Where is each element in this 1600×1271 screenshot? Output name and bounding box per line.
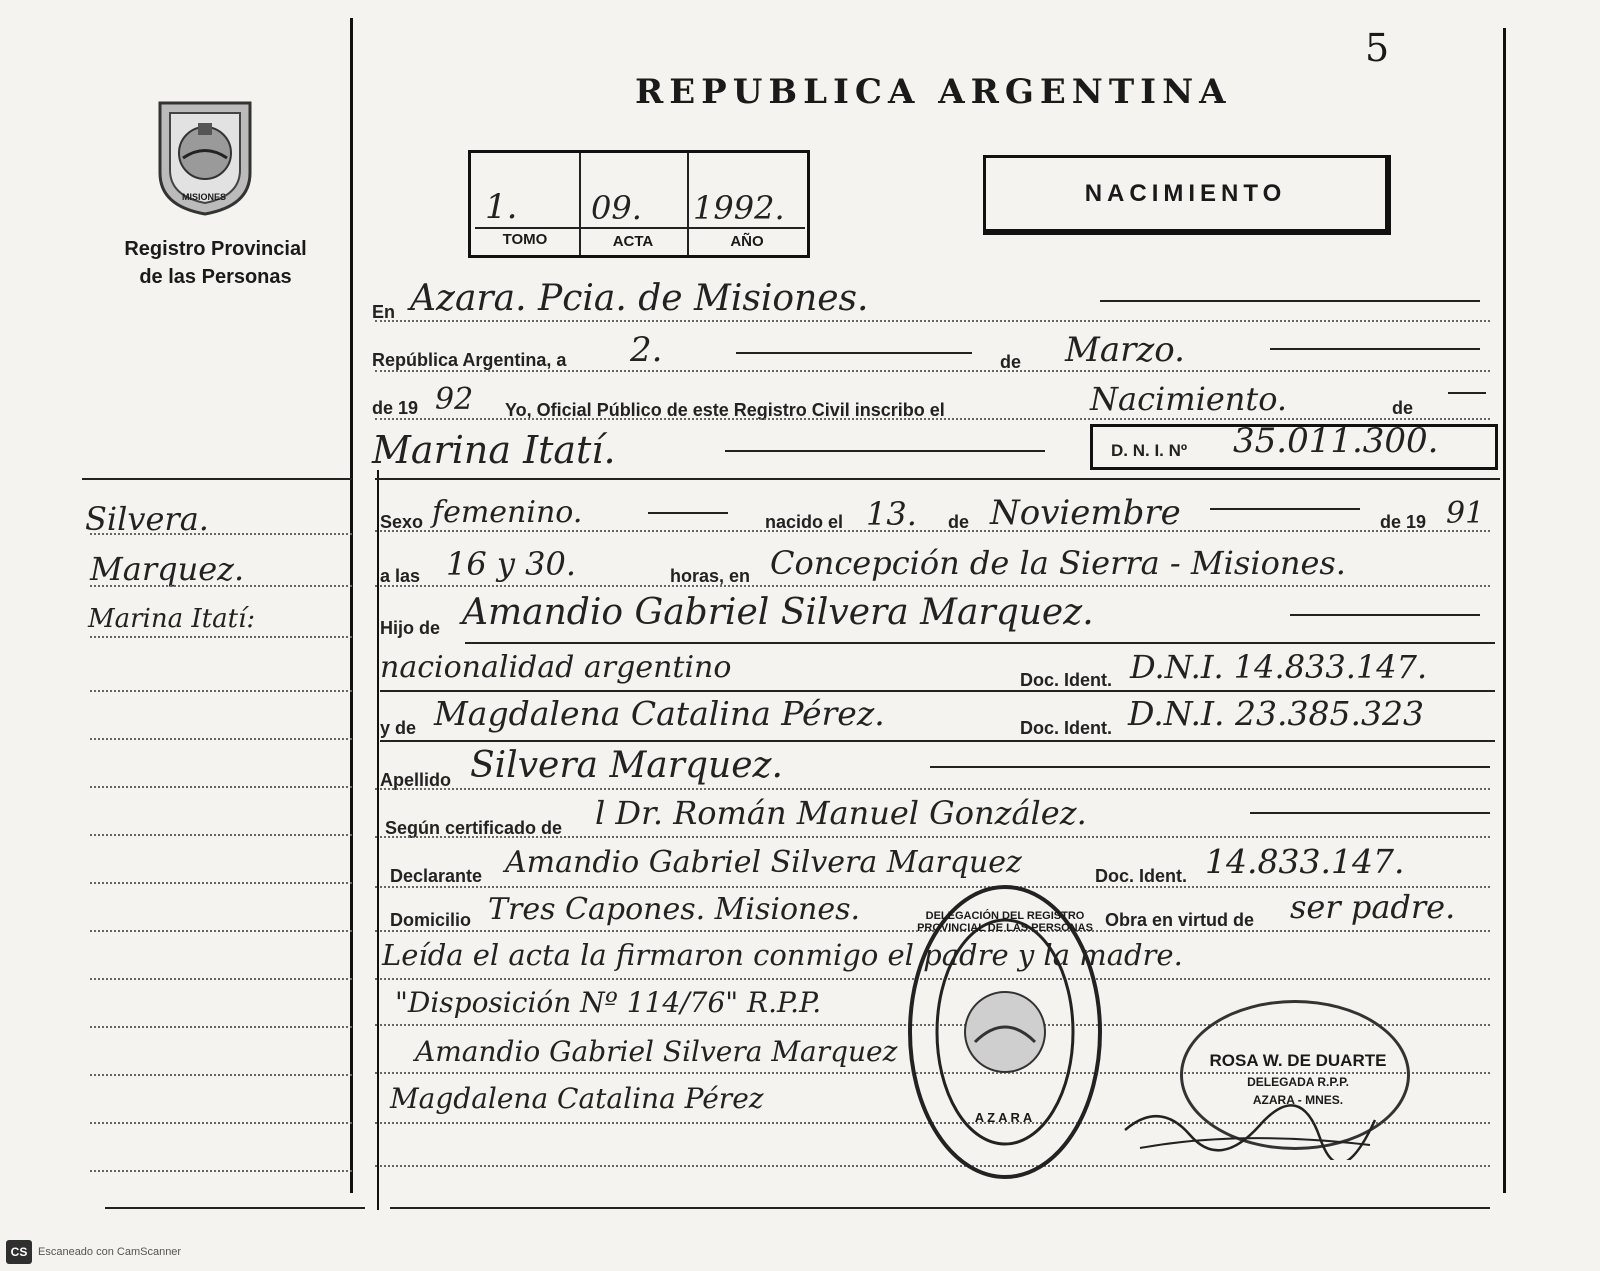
margin-dotline <box>90 690 352 692</box>
line-rule <box>1100 300 1480 302</box>
registry-name-line1: Registro Provincial <box>124 238 307 260</box>
closing-statement: Leída el acta la firmaron conmigo el padre y la madre. <box>382 938 1183 972</box>
margin-dotline <box>90 585 352 587</box>
day-value: 2. <box>630 330 663 370</box>
month-value: Marzo. <box>1065 330 1185 370</box>
sexo-label: Sexo <box>380 512 424 532</box>
line-rule-solid <box>380 690 1495 692</box>
certificado-value: l Dr. Román Manuel González. <box>595 794 1087 832</box>
margin-dotline <box>90 738 352 740</box>
de-label-2: de <box>1392 398 1414 418</box>
year-suffix: 92 <box>435 382 474 417</box>
left-column-border <box>350 18 353 1193</box>
margin-name-line2: Marquez. <box>90 550 245 588</box>
tomo-value: 1. <box>485 187 518 227</box>
registrar-statement: Yo, Oficial Público de este Registro Civil inscribo el <box>505 400 945 420</box>
line-rule <box>648 512 728 514</box>
en-label: En <box>372 302 396 322</box>
scanner-text: Escaneado con CamScanner <box>38 1246 182 1258</box>
official-stamp <box>905 882 1105 1182</box>
year-prefix: de 19 <box>372 398 419 418</box>
line-rule <box>1250 812 1490 814</box>
birth-time-value: 16 y 30. <box>446 545 577 583</box>
margin-dotline <box>90 1074 352 1076</box>
de-label: de <box>1000 352 1022 372</box>
line-rule <box>375 836 1490 838</box>
margin-dotline <box>90 1122 352 1124</box>
margin-dotline <box>90 533 352 535</box>
line-rule <box>1270 348 1480 350</box>
horas-label: horas, en <box>670 566 751 586</box>
place-value: Azara. Pcia. de Misiones. <box>410 278 869 319</box>
line-rule <box>375 320 1490 322</box>
disposition-note: "Disposición Nº 114/76" R.P.P. <box>395 986 822 1019</box>
right-border <box>1503 28 1506 1193</box>
doc-ident-label-2: Doc. Ident. <box>1020 718 1113 738</box>
birth-month-value: Noviembre <box>990 493 1181 533</box>
stamp-ring-text: DELEGACIÓN DEL REGISTRO PROVINCIAL DE LAS PERSONAS <box>917 910 1093 934</box>
hijo-label: Hijo de <box>380 618 441 638</box>
official-signature-icon <box>1120 1090 1380 1160</box>
line-rule <box>725 450 1045 452</box>
line-rule <box>1210 508 1360 510</box>
margin-dotline <box>90 834 352 836</box>
document-title: REPUBLICA ARGENTINA <box>635 72 1232 112</box>
apellido-value: Silvera Marquez. <box>470 745 783 786</box>
domicilio-label: Domicilio <box>390 910 472 930</box>
registry-name-line2: de las Personas <box>139 266 292 288</box>
dni-label: D. N. I. Nº <box>1111 441 1188 460</box>
nationality-value: nacionalidad argentino <box>380 650 732 685</box>
bottom-rule <box>390 1207 1490 1209</box>
margin-dotline <box>90 1170 352 1172</box>
birth-de-label: de <box>948 512 970 532</box>
line-rule <box>736 352 972 354</box>
line-rule <box>1448 392 1486 394</box>
nacido-label: nacido el <box>765 512 844 532</box>
line-rule <box>1290 614 1480 616</box>
section-rule <box>375 478 1500 480</box>
line-rule <box>375 370 1490 372</box>
line-rule <box>375 418 1490 420</box>
ano-value: 1992. <box>693 189 785 227</box>
line-rule <box>375 585 1490 587</box>
record-box <box>468 150 810 258</box>
margin-dotline <box>90 1026 352 1028</box>
delegate-name: ROSA W. DE DUARTE <box>1209 1051 1387 1070</box>
father-name-value: Amandio Gabriel Silvera Marquez. <box>462 592 1094 633</box>
doc-type-box <box>983 155 1391 235</box>
line-rule-solid <box>465 642 1495 644</box>
delegate-title: DELEGADA R.P.P. <box>1247 1075 1349 1089</box>
child-name-value: Marina Itatí. <box>372 428 616 472</box>
acta-label: ACTA <box>612 233 654 250</box>
birth-year-prefix: de 19 <box>1380 512 1427 532</box>
sexo-value: femenino. <box>432 495 583 530</box>
margin-name-line3: Marina Itatí: <box>88 604 256 634</box>
mother-doc-value: D.N.I. 23.385.323 <box>1128 694 1424 733</box>
margin-dotline <box>90 786 352 788</box>
form-left-border <box>377 470 379 1210</box>
birth-place-value: Concepción de la Sierra - Misiones. <box>770 544 1346 582</box>
line-rule <box>375 788 1490 790</box>
act-type-value: Nacimiento. <box>1090 380 1288 418</box>
doc-type-label: NACIMIENTO <box>1084 180 1287 207</box>
mother-name-value: Magdalena Catalina Pérez. <box>434 694 885 733</box>
mother-signature: Magdalena Catalina Pérez <box>390 1082 764 1115</box>
line-rule <box>930 766 1490 768</box>
certificado-label: Según certificado de <box>385 818 563 838</box>
delegate-location: AZARA - MNES. <box>1252 1093 1344 1107</box>
seal-caption: MISIONES <box>182 192 227 202</box>
declarante-label: Declarante <box>390 866 483 886</box>
scanner-badge: CS <box>6 1240 32 1264</box>
margin-name-line1: Silvera. <box>85 500 209 538</box>
birth-year-suffix: 91 <box>1446 496 1485 531</box>
line-rule <box>375 530 1490 532</box>
margin-dotline <box>90 636 352 638</box>
domicilio-value: Tres Capones. Misiones. <box>488 892 861 927</box>
obra-label: Obra en virtud de <box>1105 910 1255 930</box>
y-de-label: y de <box>380 718 417 738</box>
ano-label: AÑO <box>730 233 764 250</box>
margin-dotline <box>90 978 352 980</box>
declarante-value: Amandio Gabriel Silvera Marquez <box>505 845 1022 880</box>
margin-dotline <box>90 882 352 884</box>
a-las-label: a las <box>380 566 421 586</box>
birth-day-value: 13. <box>866 495 917 533</box>
tomo-label: TOMO <box>502 231 548 248</box>
dni-value: 35.011.300. <box>1233 421 1439 461</box>
margin-bottom-rule <box>105 1207 365 1209</box>
doc-ident-label-3: Doc. Ident. <box>1095 866 1188 886</box>
republica-label: República Argentina, a <box>372 350 567 370</box>
apellido-label: Apellido <box>380 770 451 790</box>
margin-dotline <box>90 930 352 932</box>
line-rule-solid <box>380 740 1495 742</box>
obra-value: ser padre. <box>1290 888 1456 926</box>
father-doc-value: D.N.I. 14.833.147. <box>1130 648 1428 686</box>
stamp-bottom-text: AZARA <box>974 1110 1036 1125</box>
acta-value: 09. <box>591 189 642 227</box>
doc-ident-label: Doc. Ident. <box>1020 670 1113 690</box>
father-signature: Amandio Gabriel Silvera Marquez <box>415 1035 898 1068</box>
page-number: 5 <box>1365 26 1390 70</box>
declarante-doc-value: 14.833.147. <box>1205 842 1405 881</box>
dni-box <box>1090 421 1498 470</box>
margin-top-rule <box>82 478 352 480</box>
